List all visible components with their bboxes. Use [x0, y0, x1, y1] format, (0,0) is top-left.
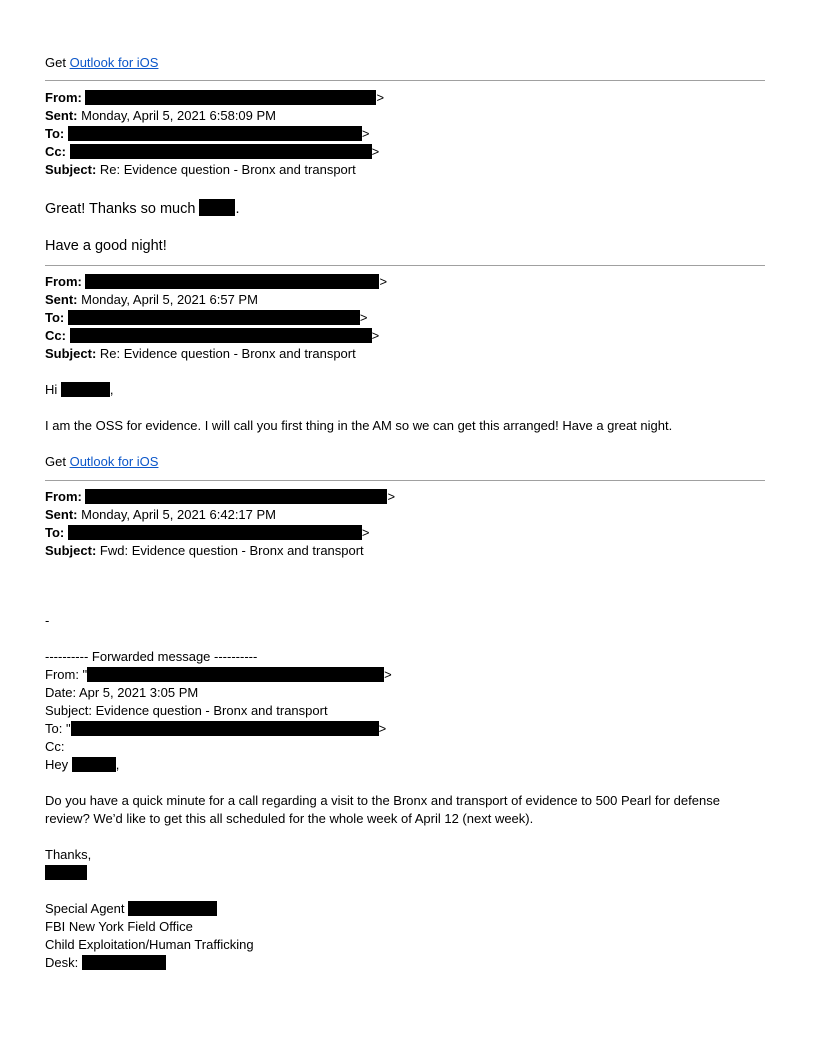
redaction [71, 721, 379, 736]
signature-desk: Desk: [45, 954, 166, 971]
fwd-subject: Subject: Evidence question - Bronx and transport [45, 703, 328, 718]
msg3-to: To: > [45, 525, 370, 540]
msg3-sent: Sent: Monday, April 5, 2021 6:42:17 PM [45, 507, 277, 522]
redaction [85, 90, 376, 105]
msg2-from: From: > [45, 274, 388, 289]
fwd-thanks: Thanks, [45, 847, 92, 862]
fwd-from: From: " > [45, 667, 392, 682]
redaction [68, 310, 360, 325]
redaction [70, 328, 372, 343]
redaction [199, 199, 235, 216]
msg1-body-line1: Great! Thanks so much . [45, 201, 240, 217]
fwd-to: To: " > [45, 721, 387, 736]
outlook-ios-link[interactable]: Outlook for iOS [69, 454, 159, 469]
msg2-cc: Cc: > [45, 328, 380, 343]
redaction [85, 274, 379, 289]
msg2-greeting: Hi , [45, 382, 114, 397]
divider [45, 80, 765, 81]
forwarded-header: ---------- Forwarded message ---------- [45, 649, 258, 664]
redaction [82, 955, 166, 970]
msg1-from: From: > [45, 90, 385, 105]
redaction [85, 489, 387, 504]
msg1-to: To: > [45, 126, 370, 141]
msg3-from: From: > [45, 489, 396, 504]
fwd-cc: Cc: [45, 739, 65, 754]
signature-unit: Child Exploitation/Human Trafficking [45, 937, 254, 952]
redaction [72, 757, 116, 772]
get-outlook-line: Get Outlook for iOS [45, 55, 159, 70]
fwd-body-line1: Do you have a quick minute for a call regarding a visit to the Bronx and transport of evidence to 500 Pearl for defense [45, 793, 720, 808]
signature-office: FBI New York Field Office [45, 919, 193, 934]
redaction [61, 382, 110, 397]
msg2-sent: Sent: Monday, April 5, 2021 6:57 PM [45, 292, 258, 307]
divider [45, 265, 765, 266]
msg3-dash: - [45, 613, 50, 628]
msg2-to: To: > [45, 310, 368, 325]
signature-title: Special Agent [45, 900, 217, 917]
fwd-body-line2: review? We’d like to get this all scheduled for the whole week of April 12 (next week). [45, 811, 534, 826]
get-outlook-line: Get Outlook for iOS [45, 454, 159, 469]
outlook-ios-link[interactable]: Outlook for iOS [69, 55, 159, 70]
msg1-body-line2: Have a good night! [45, 238, 167, 254]
redaction [68, 525, 362, 540]
msg2-body: I am the OSS for evidence. I will call you first thing in the AM so we can get this arranged! Have a great night. [45, 418, 673, 433]
msg1-subject: Subject: Re: Evidence question - Bronx and transport [45, 162, 356, 177]
msg1-sent: Sent: Monday, April 5, 2021 6:58:09 PM [45, 108, 277, 123]
redaction [68, 126, 362, 141]
redaction [128, 901, 217, 916]
redaction [70, 144, 372, 159]
msg2-subject: Subject: Re: Evidence question - Bronx and transport [45, 346, 356, 361]
msg3-subject: Subject: Fwd: Evidence question - Bronx and transport [45, 543, 364, 558]
divider [45, 480, 765, 481]
fwd-date: Date: Apr 5, 2021 3:05 PM [45, 685, 199, 700]
fwd-greeting: Hey , [45, 757, 120, 772]
redaction [45, 865, 87, 880]
msg1-cc: Cc: > [45, 144, 380, 159]
redaction [87, 667, 384, 682]
signature-name [45, 864, 87, 881]
